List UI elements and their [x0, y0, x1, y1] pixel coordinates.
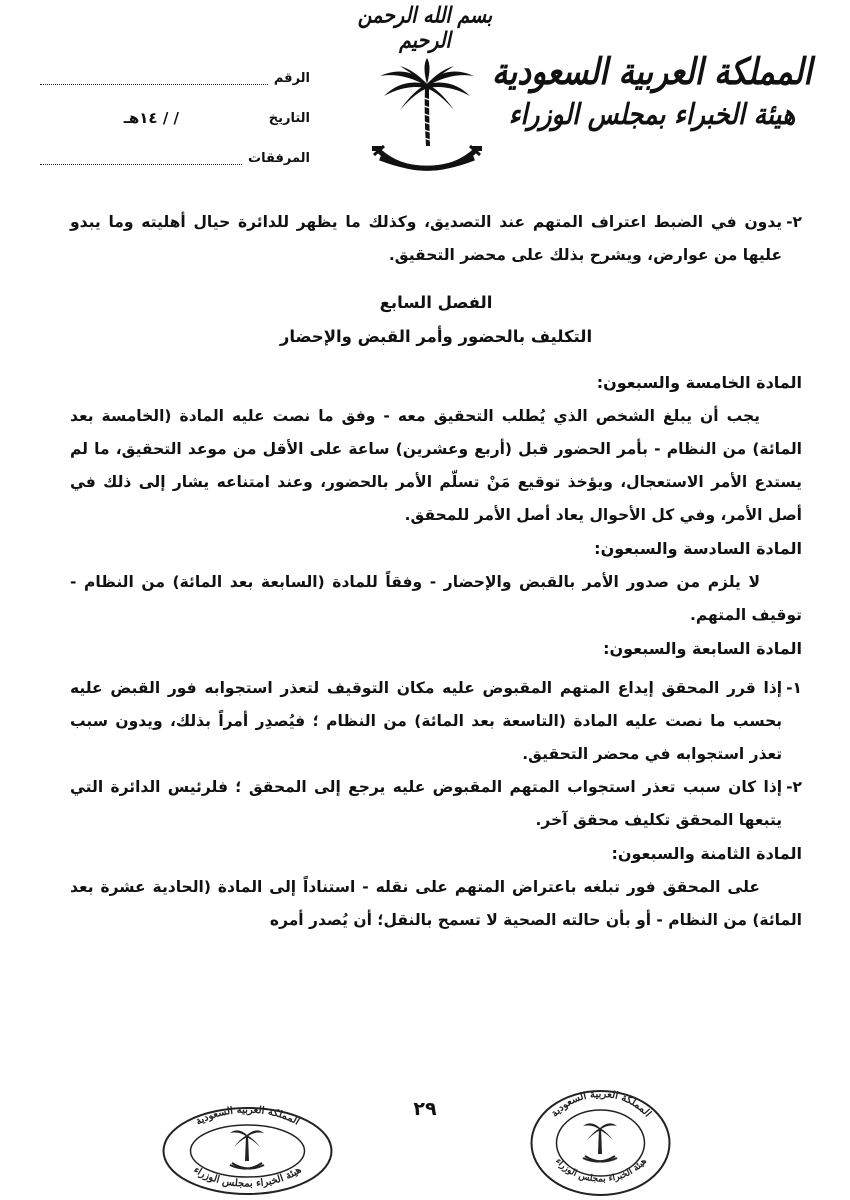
list-item	[70, 672, 802, 771]
attachments-row	[40, 138, 310, 178]
saudi-emblem-icon	[372, 54, 482, 184]
item-text: يدون في الضبط اعتراف المتهم عند التصديق، وكذلك ما يظهر للدائرة حيال أهليته وما يبدو عليها من عوارض، ويشرح بذلك على محضر التحقيق.	[70, 213, 783, 264]
article-title: المادة الثامنة والسبعون:	[611, 844, 802, 863]
chapter-title: الفصل السابع	[379, 293, 493, 312]
article-title: المادة السابعة والسبعون:	[603, 639, 802, 658]
list-item	[70, 206, 802, 272]
list-item	[70, 771, 802, 837]
basmala: بسم الله الرحمن الرحيم	[357, 2, 493, 54]
date-value: / / ١٤هـ	[123, 109, 179, 127]
attachments-label: المرفقات	[248, 150, 310, 166]
organization-name	[492, 52, 812, 132]
document-meta	[40, 58, 310, 178]
item-number: ٢-	[786, 778, 802, 796]
svg-text:هيئة الخبراء بمجلس الوزراء: هيئة الخبراء بمجلس الوزراء	[553, 1156, 649, 1185]
article-body: لا يلزم من صدور الأمر بالقبض والإحضار - وفقاً للمادة (السابعة بعد المائة) من النظام - توقيف المتهم.	[70, 573, 802, 624]
article-body: يجب أن يبلغ الشخص الذي يُطلب التحقيق معه - وفق ما نصت عليه المادة (الخامسة بعد المائة) من النظام - بأمر الحضور قبل (أربع وعشرين) ساعة على الأقل من موعد التحقيق، ما لم يستدع الأمر الاستعجال، ويؤخذ توقيع مَنْ تسلّم الأمر بالحضور، وعند امتناعه يشار إلى ذلك في أصل الأمر، وفي كل الأحوال يعاد أصل الأمر للمحقق.	[70, 407, 802, 524]
document-body	[70, 206, 802, 937]
org-country: المملكة العربية السعودية	[492, 50, 812, 94]
svg-text:المملكة العربية السعودية: المملكة العربية السعودية	[193, 1105, 302, 1128]
attachments-field	[40, 152, 242, 165]
date-label: التاريخ	[268, 110, 310, 126]
official-seal-stamp	[160, 1105, 335, 1197]
article-title: المادة الخامسة والسبعون:	[596, 373, 802, 392]
item-number: ١-	[786, 679, 802, 697]
article-title: المادة السادسة والسبعون:	[594, 539, 802, 558]
item-text: إذا كان سبب تعذر استجواب المتهم المقبوض عليه يرجع إلى المحقق ؛ فلرئيس الدائرة التي يتبعها المحقق تكليف محقق آخر.	[70, 778, 783, 829]
chapter-subtitle: التكليف بالحضور وأمر القبض والإحضار	[279, 327, 593, 346]
article-body: على المحقق فور تبلغه باعتراض المتهم على نقله - استناداً إلى المادة (الحادية عشرة بعد المائة) من النظام - أو بأن حالته الصحية لا تسمح بالنقل؛ أن يُصدر أمره	[70, 878, 802, 929]
chapter-heading	[70, 286, 802, 354]
item-text: إذا قرر المحقق إيداع المتهم المقبوض عليه مكان التوقيف لتعذر استجوابه فور القبض عليه بحسب ما نصت عليه المادة (التاسعة بعد المائة) من النظام ؛ فيُصدِر أمراً بذلك، ويدون سبب تعذر استجوابه في محضر التحقيق.	[70, 679, 783, 763]
official-seal-stamp	[528, 1088, 673, 1198]
number-row	[40, 58, 310, 98]
svg-text:هيئة الخبراء بمجلس الوزراء: هيئة الخبراء بمجلس الوزراء	[191, 1164, 304, 1190]
org-authority: هيئة الخبراء بمجلس الوزراء	[508, 97, 796, 132]
number-label: الرقم	[273, 70, 310, 86]
page-number: ٢٩	[413, 1098, 437, 1120]
svg-text:المملكة العربية السعودية: المملكة العربية السعودية	[549, 1088, 653, 1120]
date-row	[40, 98, 310, 138]
item-number: ٢-	[786, 213, 802, 231]
number-field	[40, 72, 268, 85]
